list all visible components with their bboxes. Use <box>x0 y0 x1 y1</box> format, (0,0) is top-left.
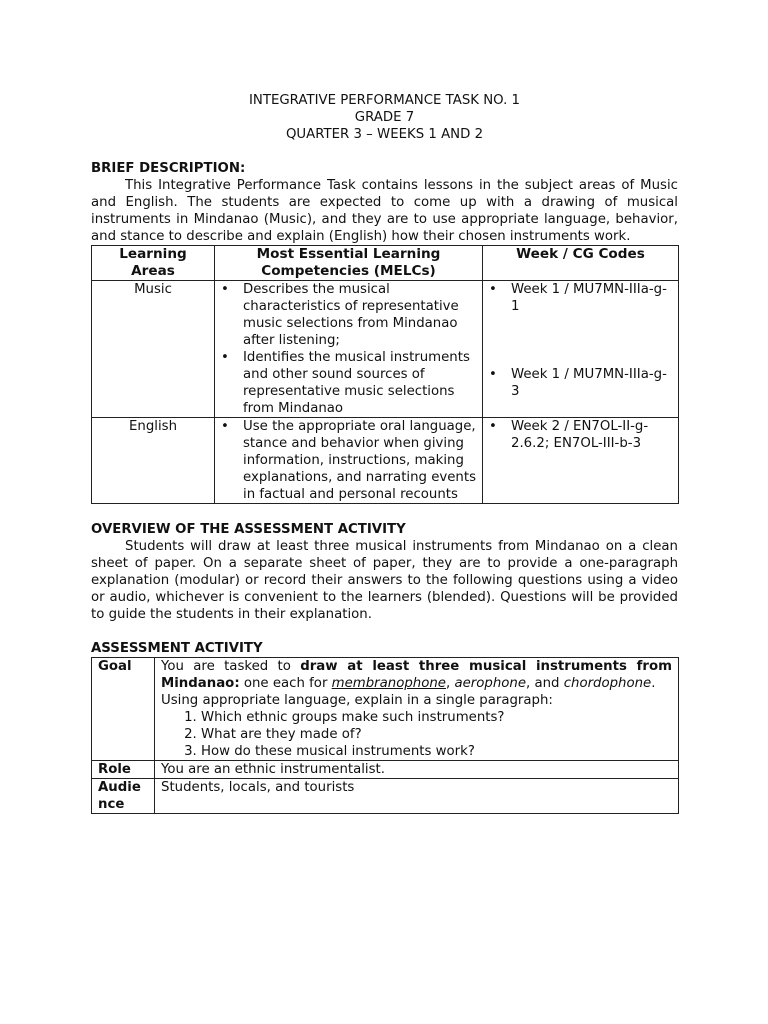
music-codes <box>483 281 679 418</box>
audience-label: Audience <box>92 779 155 814</box>
goal-mid: one each for <box>239 676 332 691</box>
english-codes <box>483 418 679 504</box>
title-line-1: INTEGRATIVE PERFORMANCE TASK NO. 1 <box>248 93 521 108</box>
table-row <box>92 658 679 761</box>
goal-statement <box>161 658 672 692</box>
header-melcs: Most Essential Learning Competencies (MELCs) <box>215 246 483 281</box>
document-page <box>91 92 678 814</box>
list-item: 2. What are they made of? <box>201 726 672 743</box>
list-item: 3. How do these musical instruments work? <box>201 743 672 760</box>
question-list <box>161 709 672 760</box>
goal-instruction: Using appropriate language, explain in a single paragraph: <box>161 693 553 708</box>
list-item: • Week 1 / MU7MN-IIIa-g-3 <box>511 366 672 400</box>
title-line-3: QUARTER 3 – WEEKS 1 AND 2 <box>285 127 484 142</box>
title-line-2: GRADE 7 <box>354 110 415 125</box>
goal-sep-1: , <box>445 676 455 691</box>
role-label: Role <box>92 761 155 779</box>
table-row <box>92 418 679 504</box>
melc-table <box>91 245 679 504</box>
goal-end: . <box>651 676 656 691</box>
list-item: • Week 1 / MU7MN-IIIa-g-1 <box>511 281 672 366</box>
table-row <box>92 761 679 779</box>
document-title <box>91 92 678 143</box>
table-row <box>92 281 679 418</box>
learning-area-music: Music <box>92 281 215 418</box>
goal-label: Goal <box>92 658 155 761</box>
role-text: You are an ethnic instrumentalist. <box>155 761 679 779</box>
goal-sep-2: , and <box>526 676 564 691</box>
list-item: 1. Which ethnic groups make such instruments? <box>201 709 672 726</box>
overview-heading: OVERVIEW OF THE ASSESSMENT ACTIVITY <box>91 522 406 537</box>
brief-description-heading: BRIEF DESCRIPTION: <box>91 161 246 176</box>
melc-table-header-row <box>92 246 679 281</box>
list-item: • Use the appropriate oral language, stance and behavior when giving information, instructions, making explanations, and narrating events in factual and personal recounts <box>243 418 476 503</box>
table-row <box>92 779 679 814</box>
term-aerophone: aerophone <box>454 676 526 691</box>
brief-description-text: This Integrative Performance Task contains lessons in the subject areas of Music and English. The students are expected to come up with a drawing of musical instruments in Mindanao (Music), and they are to use appropriate language, behavior, and stance to describe and explain (English) how their chosen instruments work. <box>91 178 678 244</box>
assessment-heading: ASSESSMENT ACTIVITY <box>91 641 263 656</box>
goal-bold-text: draw at least three musical instruments from Mindanao: <box>161 659 672 691</box>
goal-intro: You are tasked to <box>161 659 301 674</box>
overview-text: Students will draw at least three musical instruments from Mindanao on a clean sheet of paper. On a separate sheet of paper, they are to provide a one-paragraph explanation (modular) or record their answers to the following questions using a video or audio, whichever is convenient to the learners (blended). Questions will be provided to guide the students in their explanation. <box>91 539 678 622</box>
english-competencies <box>215 418 483 504</box>
learning-area-english: English <box>92 418 215 504</box>
header-learning-areas: Learning Areas <box>92 246 215 281</box>
goal-cell <box>155 658 679 761</box>
term-chordophone: chordophone <box>563 676 652 691</box>
list-item: • Week 2 / EN7OL-II-g-2.6.2; EN7OL-III-b-3 <box>511 418 672 452</box>
list-item: • Identifies the musical instruments and other sound sources of representative music selections from Mindanao <box>243 349 476 417</box>
music-competencies <box>215 281 483 418</box>
term-membranophone: membranophone <box>331 676 446 691</box>
list-item: • Describes the musical characteristics of representative music selections from Mindanao after listening; <box>243 281 476 349</box>
assessment-table <box>91 657 679 814</box>
audience-text: Students, locals, and tourists <box>155 779 679 814</box>
header-week-codes: Week / CG Codes <box>483 246 679 281</box>
